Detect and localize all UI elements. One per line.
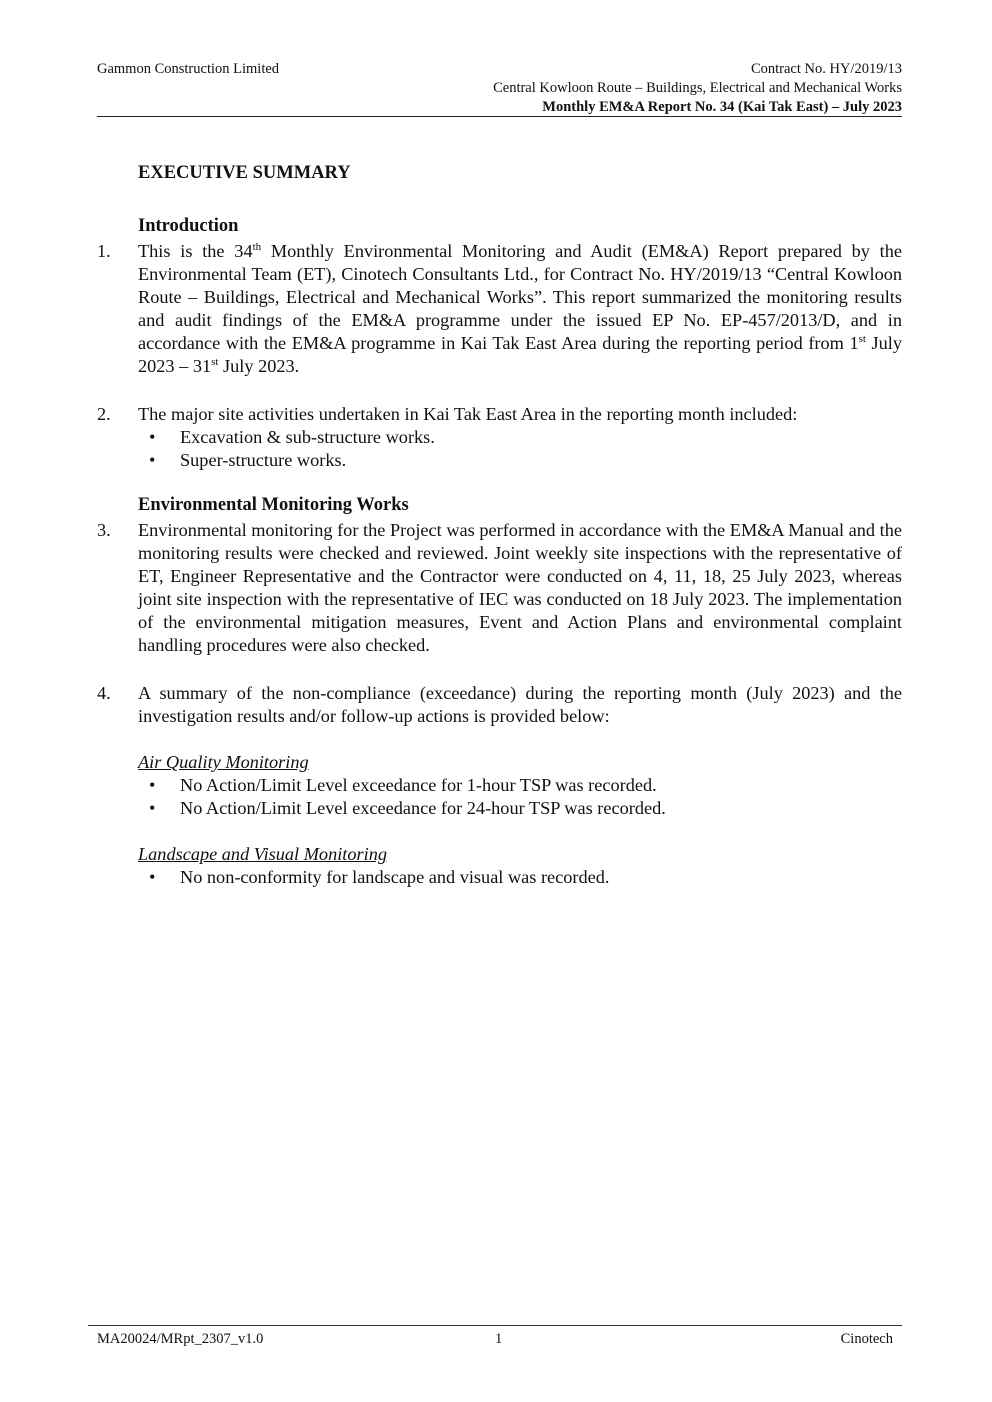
paragraph-1: [97, 240, 902, 378]
header-report-title: Monthly EM&A Report No. 34 (Kai Tak East) – July 2023: [542, 99, 902, 115]
subheading-air-quality: Air Quality Monitoring: [138, 752, 309, 772]
paragraph-text: Environmental monitoring for the Project was performed in accordance with the EM&A Manual and the monitoring results were checked and reviewed. Joint weekly site inspections with the representative of ET, Engineer Representative and the Contractor were conducted on 4, 11, 18, 25 July 2023, whereas joint site inspection with the representative of IEC was conducted on 18 July 2023. The implementation of the environmental mitigation measures, Event and Action Plans and environmental complaint handling procedures were also checked.: [138, 520, 902, 655]
paragraph-number: 3.: [97, 520, 111, 540]
list-item: • No Action/Limit Level exceedance for 24-hour TSP was recorded.: [149, 798, 666, 818]
subheading-landscape-visual: Landscape and Visual Monitoring: [138, 844, 387, 864]
paragraph-text: A summary of the non-compliance (exceedance) during the reporting month (July 2023) and the investigation results and/or follow-up actions is provided below:: [138, 683, 902, 726]
bullet-icon: •: [149, 867, 156, 887]
header-company: Gammon Construction Limited: [97, 61, 280, 77]
list-item: • No Action/Limit Level exceedance for 1-hour TSP was recorded.: [149, 775, 657, 795]
list-item: • No non-conformity for landscape and visual was recorded.: [149, 867, 610, 887]
footer-doc-ref: MA20024/MRpt_2307_v1.0: [97, 1331, 264, 1347]
footer-company: Cinotech: [840, 1331, 893, 1347]
list-item: • Super-structure works.: [149, 450, 347, 470]
bullet-icon: •: [149, 427, 156, 447]
header-right: [493, 60, 902, 117]
page-number: 1: [495, 1331, 503, 1347]
header-project: Central Kowloon Route – Buildings, Electrical and Mechanical Works: [493, 80, 902, 96]
bullet-icon: •: [149, 798, 156, 818]
paragraph-3: [97, 519, 902, 657]
paragraph-number: 1.: [97, 241, 111, 261]
paragraph-text: The major site activities undertaken in Kai Tak East Area in the reporting month included:: [138, 404, 798, 424]
paragraph-number: 2.: [97, 404, 111, 424]
paragraph-4: [97, 682, 902, 728]
section-heading-introduction: Introduction: [138, 216, 239, 236]
header-divider: [97, 116, 902, 117]
paragraph-number: 4.: [97, 683, 111, 703]
section-heading-monitoring: Environmental Monitoring Works: [138, 495, 409, 515]
paragraph-text: This is the 34th Monthly Environmental Monitoring and Audit (EM&A) Report prepared by the Environmental Team (ET), Cinotech Consultants Ltd., for Contract No. HY/2019/13 “Central Kowloon Route – Buildings, Electrical and Mechanical Works”. This report summarized the monitoring results and audit findings of the EM&A programme under the issued EP No. EP-457/2013/D, and in accordance with the EM&A programme in Kai Tak East Area during the reporting period from 1st July 2023 – 31st July 2023.: [138, 241, 902, 376]
bullet-icon: •: [149, 775, 156, 795]
paragraph-2: [97, 403, 902, 426]
header-contract: Contract No. HY/2019/13: [750, 61, 902, 77]
bullet-icon: •: [149, 450, 156, 470]
document-title: EXECUTIVE SUMMARY: [138, 163, 351, 183]
footer-divider: [88, 1325, 902, 1326]
list-item: • Excavation & sub-structure works.: [149, 427, 435, 447]
